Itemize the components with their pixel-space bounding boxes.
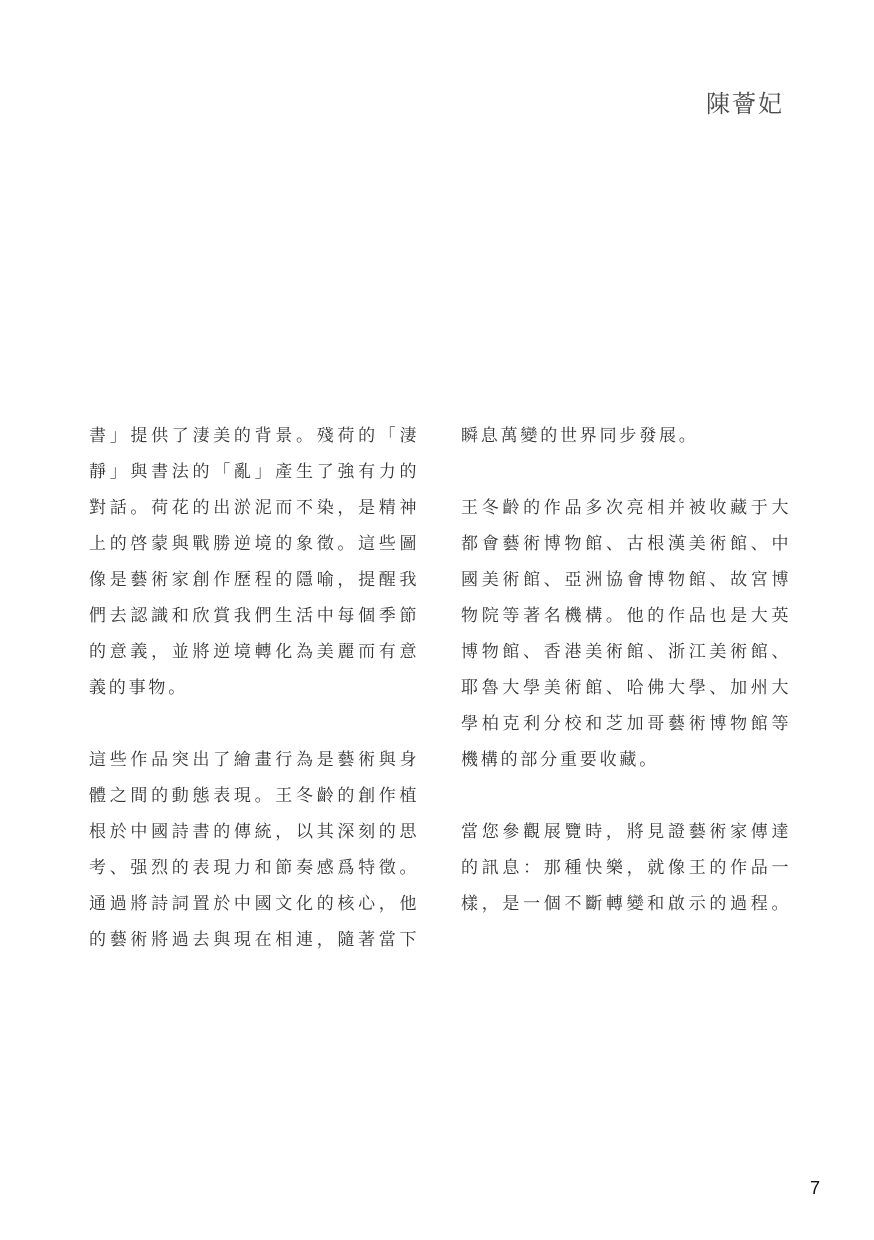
text-line: 的藝術將過去與現在相連，隨著當下 (89, 930, 417, 950)
text-line: 瞬息萬變的世界同步發展。 (461, 426, 699, 446)
text-line: 上的啓蒙與戰勝逆境的象徵。這些圖 (89, 534, 417, 554)
text-line: 書」提供了淒美的背景。殘荷的「淒 (89, 426, 417, 446)
text-line: 像是藝術家創作歷程的隱喻，提醒我 (89, 570, 417, 590)
text-line: 義的事物。 (89, 678, 188, 698)
left-column (89, 418, 417, 958)
author-name: 陳薈妃 (706, 90, 784, 118)
paragraph-gap (89, 706, 417, 742)
text-line: 靜」與書法的「亂」產生了強有力的 (89, 462, 417, 482)
text-line: 樣，是一個不斷轉變和啟示的過程。 (461, 894, 789, 914)
text-line: 們去認識和欣賞我們生活中每個季節 (89, 606, 417, 626)
text-line: 學柏克利分校和芝加哥藝術博物館等 (461, 714, 789, 734)
text-line: 耶魯大學美術館、哈佛大學、加州大 (461, 678, 789, 698)
text-line: 體之間的動態表現。王冬齡的創作植 (89, 786, 417, 806)
paragraph-gap (461, 454, 789, 490)
text-line: 對話。荷花的出淤泥而不染，是精神 (89, 498, 417, 518)
paragraph-gap (461, 778, 789, 814)
text-line: 都會藝術博物館、古根漢美術館、中 (461, 534, 789, 554)
text-line: 這些作品突出了繪畫行為是藝術與身 (89, 750, 417, 770)
text-line: 根於中國詩書的傳統，以其深刻的思 (89, 822, 417, 842)
text-line: 考、强烈的表現力和節奏感爲特徵。 (89, 858, 417, 878)
text-line: 王冬齡的作品多次亮相并被收藏于大 (461, 498, 789, 518)
text-line: 當您參觀展覽時，將見證藝術家傳達 (461, 822, 789, 842)
text-line: 通過將詩詞置於中國文化的核心，他 (89, 894, 417, 914)
text-line: 國美術館、亞洲協會博物館、故宮博 (461, 570, 789, 590)
text-line: 的訊息：那種快樂，就像王的作品一 (461, 858, 789, 878)
paragraph (89, 418, 417, 706)
paragraph (461, 490, 789, 778)
paragraph (89, 742, 417, 958)
page-number: 7 (809, 1178, 820, 1198)
paragraph (461, 418, 789, 454)
paragraph (461, 814, 789, 922)
text-line: 博物館、香港美術館、浙江美術館、 (461, 642, 789, 662)
text-line: 的意義，並將逆境轉化為美麗而有意 (89, 642, 417, 662)
text-line: 機構的部分重要收藏。 (461, 750, 659, 770)
text-line: 物院等著名機構。他的作品也是大英 (461, 606, 789, 626)
right-column (461, 418, 789, 922)
